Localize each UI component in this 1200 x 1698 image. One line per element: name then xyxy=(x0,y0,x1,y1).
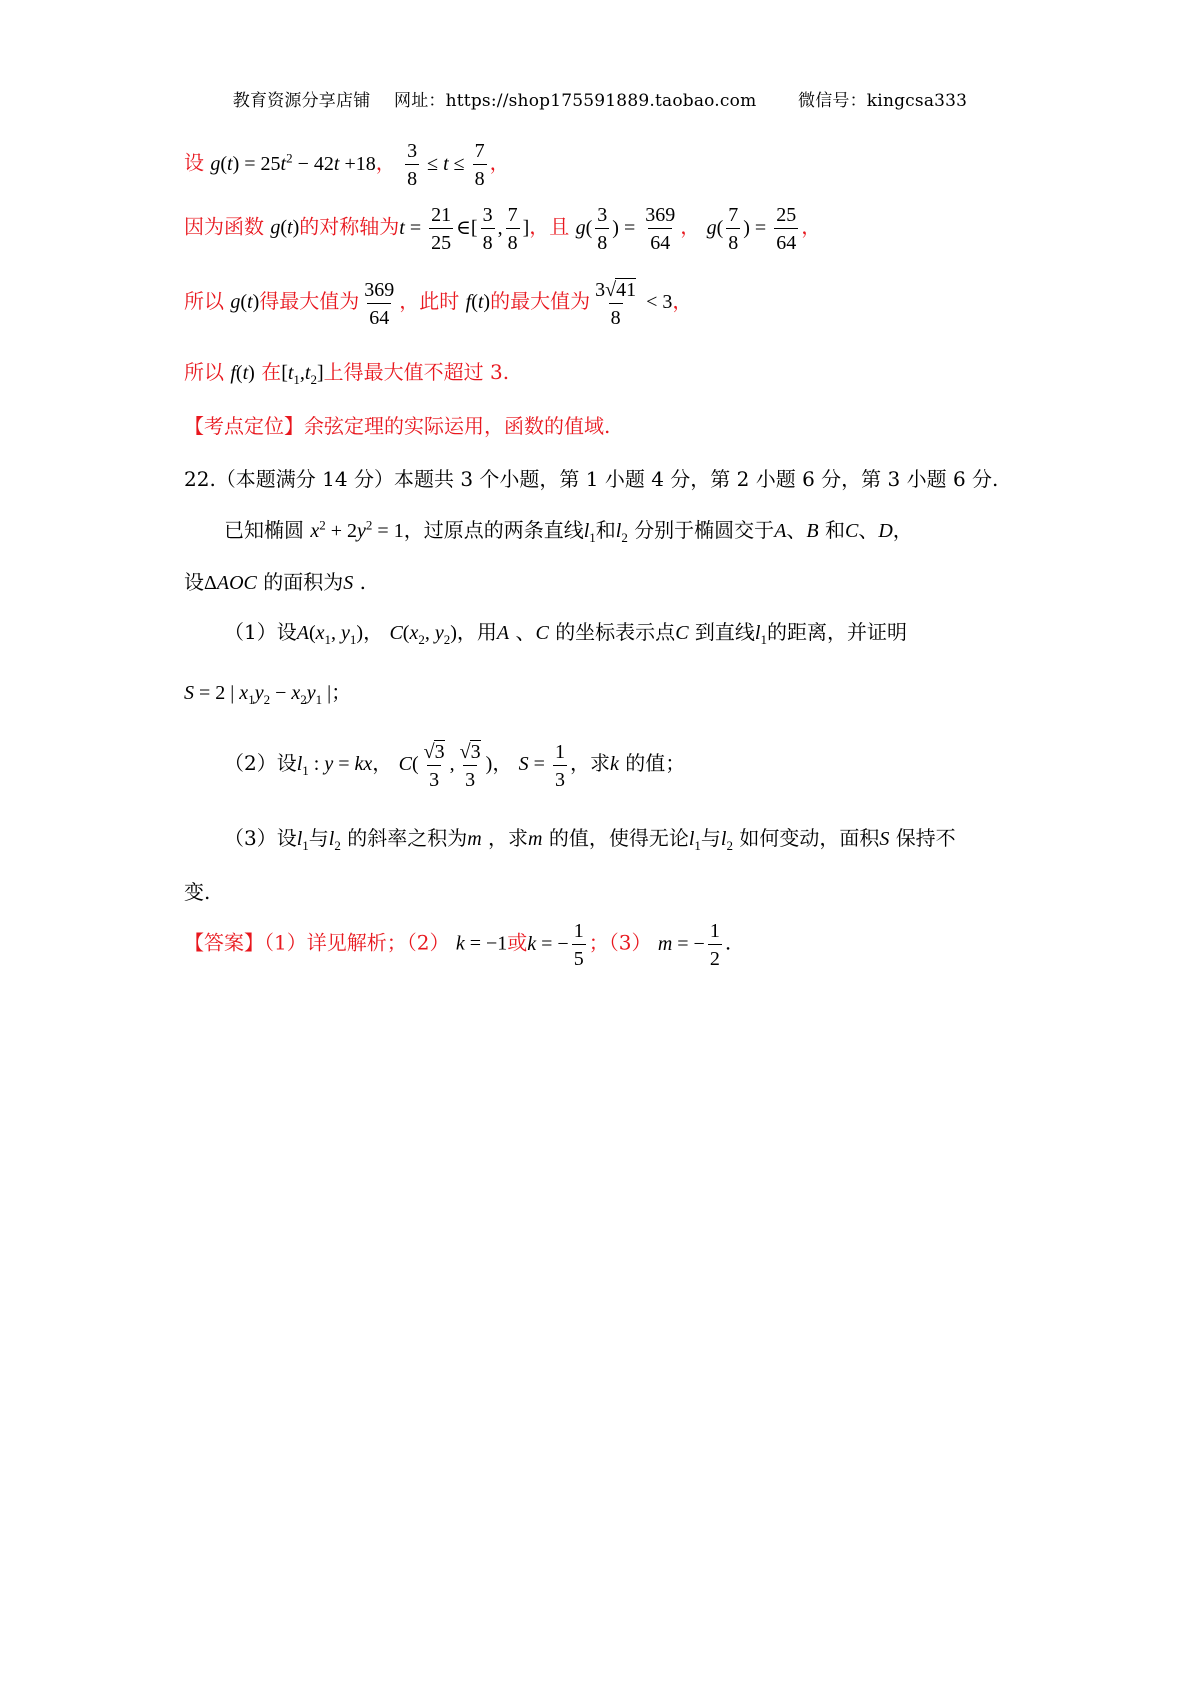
problem-intro-line-2: 设ΔAOC 的面积为S . xyxy=(184,570,366,594)
text: 的最大值为 xyxy=(490,289,591,314)
text: ， xyxy=(375,150,396,175)
text: 的值，使得无论 xyxy=(548,826,689,850)
text: ，过原点的两条直线 xyxy=(403,518,584,542)
text: 设 xyxy=(184,150,204,175)
text: 到直线 xyxy=(694,620,755,644)
kaodian-line: 【考点定位】余弦定理的实际运用，函数的值域. xyxy=(184,414,611,438)
text: ， xyxy=(892,518,913,542)
text: 上得最大值不超过 3. xyxy=(323,360,510,384)
part-1-line-1: （1）设$A(x_1$, $y_1$)， $C(x_2$, $y_2$)，用A 、C 的坐标表示点C 到直线$l_1$的距离，并证明 xyxy=(224,620,907,647)
solution-line-4: 所以 f(t) 在$[t_1,t_2]$上得最大值不超过 3. xyxy=(184,360,510,387)
text: ， xyxy=(801,214,822,239)
part-3-line-1: （3）设$l_1$与$l_2$ 的斜率之积为m ，求m 的值，使得无论$l_1$与$l_2$ 如何变动，面积S 保持不 xyxy=(224,826,956,853)
text: 与 xyxy=(700,826,721,850)
text: ， xyxy=(363,620,384,644)
text: 分别于椭圆交于 xyxy=(634,518,775,542)
text: ；（3） xyxy=(588,930,652,955)
text: 、 xyxy=(786,518,807,542)
text: 的值； xyxy=(625,751,686,776)
text: （3）设 xyxy=(224,826,297,850)
solution-line-2: 因为函数 g(t)的对称轴为t = $\frac{21}{25}$ ∈[ $\frac{3}{8}$ , $\frac{7}{8}$ ]，且 g( $\frac{3}{8}$ ) = $\frac{369}{64}$ ， g( $\frac{7}{8}$ ) = $\frac{25}{64}$ ， xyxy=(184,204,822,254)
text: ， xyxy=(492,751,513,776)
text: 所以 xyxy=(184,360,224,384)
text: 、 xyxy=(515,620,536,644)
text: 和 xyxy=(595,518,616,542)
text: 的距离，并证明 xyxy=(766,620,907,644)
header-wechat: 微信号：kingcsa333 xyxy=(798,91,968,111)
part-2-line: （2）设$l_1$ : y = kx， C( $\frac{√3}{3}$ , $\frac{√3}{3}$ )， S = $\frac{1}{3}$ ，求k 的值； xyxy=(224,740,686,791)
text: 、 xyxy=(858,518,879,542)
text: ，此时 xyxy=(399,289,460,314)
text: 如何变动，面积 xyxy=(739,826,880,850)
text: 设 xyxy=(184,570,204,594)
text: 的面积为 xyxy=(263,570,344,594)
text: 得最大值为 xyxy=(259,289,360,314)
part-1-line-2: S = 2 | $x_1y_2 - x_2y_1$ |； xyxy=(184,680,352,707)
text: ，求 xyxy=(488,826,529,850)
text: 的坐标表示点 xyxy=(555,620,676,644)
problem-22-header: 22.（本题满分 14 分）本题共 3 个小题，第 1 小题 4 分，第 2 小题 6 分，第 3 小题 6 分. xyxy=(184,467,999,491)
text: 【答案】（1）详见解析；（2） xyxy=(184,930,450,955)
text: . xyxy=(724,930,732,955)
solution-line-3: 所以 g(t)得最大值为 $\frac{369}{64}$ ，此时 f(t)的最大值为 $\frac{3√41}{8}$ < 3， xyxy=(184,278,693,329)
text: . xyxy=(359,570,366,594)
text: 所以 xyxy=(184,289,224,314)
text: ，求 xyxy=(569,751,610,776)
text: 和 xyxy=(824,518,845,542)
text: ， xyxy=(672,289,693,314)
text: 保持不 xyxy=(895,826,956,850)
page-header xyxy=(0,86,1200,111)
part-3-line-2: 变. xyxy=(184,880,211,904)
answer-line: 【答案】（1）详见解析；（2） k = −1或k = − $\frac{1}{5}$ ；（3） m = − $\frac{1}{2}$ . xyxy=(184,920,732,970)
text: 或 xyxy=(507,930,528,955)
text: （1）设 xyxy=(224,620,297,644)
solution-line-1: 设 $g(t) = 25t^2 - 42t +18$， $\frac{3}{8}$ ≤ t ≤ $\frac{7}{8}$ ， xyxy=(184,140,510,190)
text: ， xyxy=(372,751,393,776)
text: 的斜率之积为 xyxy=(347,826,468,850)
text: ，且 xyxy=(529,214,570,239)
text: （2）设 xyxy=(224,751,297,776)
text: ， xyxy=(680,214,701,239)
header-url: 网址：https://shop175591889.taobao.com xyxy=(394,91,757,111)
text: 已知椭圆 xyxy=(224,518,304,542)
header-shop: 教育资源分享店铺 xyxy=(232,91,371,111)
problem-intro-line-1: 已知椭圆 $x^2 + 2y^2 = 1$，过原点的两条直线$l_1$和$l_2$ 分别于椭圆交于A、B 和C、D， xyxy=(224,517,913,545)
text: ， xyxy=(489,150,510,175)
text: ； xyxy=(331,680,352,704)
text: 因为函数 xyxy=(184,214,264,239)
text: 的对称轴为 xyxy=(299,214,400,239)
text: 在 xyxy=(261,360,282,384)
text: 与 xyxy=(308,826,329,850)
text: ，用 xyxy=(456,620,497,644)
